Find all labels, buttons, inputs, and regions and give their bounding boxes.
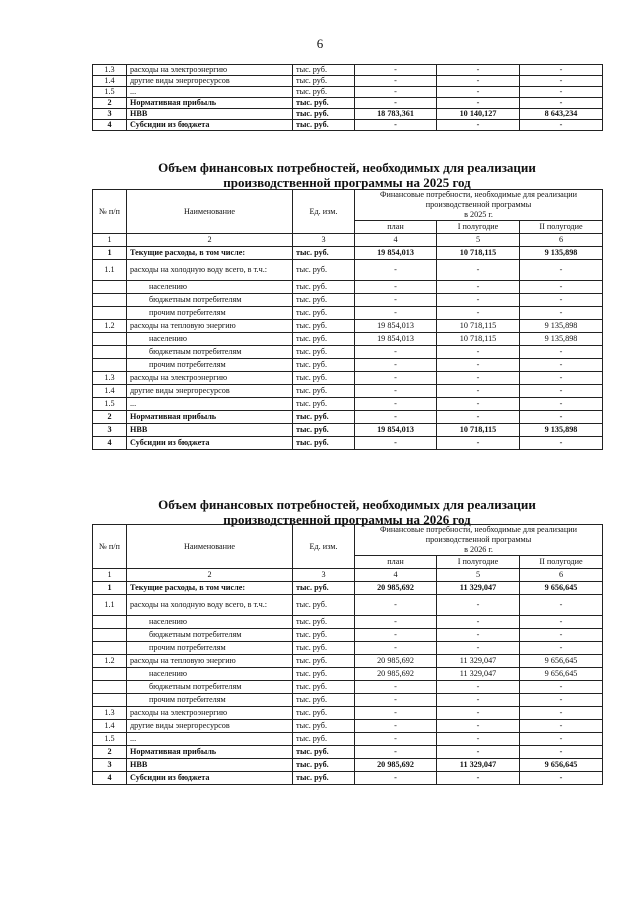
row-number	[93, 642, 127, 655]
row-unit: тыс. руб.	[293, 616, 355, 629]
row-value-h1: 10 718,115	[437, 320, 520, 333]
row-number: 1.3	[93, 372, 127, 385]
col-num: 4	[355, 234, 437, 247]
row-number	[93, 346, 127, 359]
row-unit: тыс. руб.	[293, 582, 355, 595]
col-num: 6	[520, 234, 603, 247]
row-name: расходы на тепловую энергию	[127, 655, 293, 668]
row-name: прочим потребителям	[127, 307, 293, 320]
row-number: 1.5	[93, 87, 127, 98]
table-row	[93, 247, 603, 260]
table-row	[93, 720, 603, 733]
row-value-h1: -	[437, 281, 520, 294]
row-unit: тыс. руб.	[293, 247, 355, 260]
row-unit: тыс. руб.	[293, 642, 355, 655]
row-value-h1: 10 140,127	[437, 109, 520, 120]
row-name: НВВ	[127, 109, 293, 120]
row-value-h2: -	[520, 642, 603, 655]
row-name: ...	[127, 733, 293, 746]
row-value-plan: -	[355, 98, 437, 109]
row-value-h2: 9 656,645	[520, 655, 603, 668]
row-name: расходы на холодную воду всего, в т.ч.:	[127, 595, 293, 616]
row-value-h2: 9 135,898	[520, 247, 603, 260]
row-name: Субсидии из бюджета	[127, 772, 293, 785]
row-value-plan: 19 854,013	[355, 320, 437, 333]
table-row	[93, 668, 603, 681]
row-name: прочим потребителям	[127, 694, 293, 707]
row-number: 4	[93, 437, 127, 450]
row-number: 1.2	[93, 320, 127, 333]
row-value-plan: -	[355, 437, 437, 450]
row-name: ...	[127, 398, 293, 411]
table-row	[93, 616, 603, 629]
row-number	[93, 294, 127, 307]
row-unit: тыс. руб.	[293, 294, 355, 307]
row-value-h1: -	[437, 260, 520, 281]
row-value-h2: -	[520, 694, 603, 707]
row-value-h2: 9 135,898	[520, 320, 603, 333]
col-num: 3	[293, 569, 355, 582]
row-value-h1: -	[437, 385, 520, 398]
table-2026	[92, 524, 603, 785]
row-value-h2: 8 643,234	[520, 109, 603, 120]
row-value-h2: -	[520, 629, 603, 642]
col-num: 2	[127, 569, 293, 582]
table-row	[93, 333, 603, 346]
row-value-h2: -	[520, 346, 603, 359]
row-value-plan: -	[355, 595, 437, 616]
row-unit: тыс. руб.	[293, 655, 355, 668]
row-number: 1.2	[93, 655, 127, 668]
row-unit: тыс. руб.	[293, 346, 355, 359]
row-unit: тыс. руб.	[293, 424, 355, 437]
table-row	[93, 98, 603, 109]
header-no: № п/п	[93, 525, 127, 569]
row-unit: тыс. руб.	[293, 746, 355, 759]
section-title-2026: Объем финансовых потребностей, необходимых для реализации производственной программы на 2026 год	[158, 497, 536, 527]
row-number: 1.4	[93, 720, 127, 733]
row-value-h2: -	[520, 65, 603, 76]
row-number	[93, 281, 127, 294]
row-name: расходы на холодную воду всего, в т.ч.:	[127, 260, 293, 281]
table-row	[93, 642, 603, 655]
row-name: Нормативная прибыль	[127, 98, 293, 109]
row-name: Субсидии из бюджета	[127, 120, 293, 131]
page-number: 6	[316, 36, 324, 51]
row-value-h2: -	[520, 260, 603, 281]
row-name: населению	[127, 616, 293, 629]
row-number: 1.4	[93, 76, 127, 87]
section-title-2025: Объем финансовых потребностей, необходимых для реализации производственной программы на 2025 год	[158, 160, 536, 190]
row-value-plan: -	[355, 65, 437, 76]
row-value-h1: -	[437, 733, 520, 746]
row-value-h2: -	[520, 437, 603, 450]
table-row	[93, 294, 603, 307]
row-name: другие виды энергоресурсов	[127, 76, 293, 87]
row-unit: тыс. руб.	[293, 385, 355, 398]
row-value-h1: 10 718,115	[437, 424, 520, 437]
row-name: населению	[127, 668, 293, 681]
row-number: 1.5	[93, 398, 127, 411]
row-value-plan: -	[355, 681, 437, 694]
table-row	[93, 655, 603, 668]
row-number: 2	[93, 411, 127, 424]
row-value-h2: -	[520, 411, 603, 424]
row-value-h1: -	[437, 87, 520, 98]
row-value-plan: -	[355, 76, 437, 87]
table-row	[93, 307, 603, 320]
row-value-h1: 10 718,115	[437, 333, 520, 346]
col-num: 2	[127, 234, 293, 247]
row-value-h2: -	[520, 681, 603, 694]
row-name: бюджетным потребителям	[127, 681, 293, 694]
row-value-h2: -	[520, 398, 603, 411]
row-value-plan: -	[355, 733, 437, 746]
row-value-plan: 20 985,692	[355, 759, 437, 772]
row-value-h1: -	[437, 746, 520, 759]
row-unit: тыс. руб.	[293, 411, 355, 424]
table-row	[93, 681, 603, 694]
table-row	[93, 772, 603, 785]
row-value-h1: -	[437, 76, 520, 87]
row-value-h1: -	[437, 346, 520, 359]
header-name: Наименование	[127, 190, 293, 234]
row-name: населению	[127, 333, 293, 346]
table-row	[93, 87, 603, 98]
row-value-h1: -	[437, 707, 520, 720]
row-name: Субсидии из бюджета	[127, 437, 293, 450]
row-value-h1: 11 329,047	[437, 582, 520, 595]
table-row	[93, 65, 603, 76]
row-number	[93, 307, 127, 320]
row-value-plan: -	[355, 398, 437, 411]
row-value-h2: 9 656,645	[520, 582, 603, 595]
header-h1: I полугодие	[437, 221, 520, 234]
row-unit: тыс. руб.	[293, 307, 355, 320]
row-value-h1: 11 329,047	[437, 759, 520, 772]
row-value-h2: -	[520, 359, 603, 372]
row-unit: тыс. руб.	[293, 694, 355, 707]
col-num: 4	[355, 569, 437, 582]
header-h1: I полугодие	[437, 556, 520, 569]
row-name: бюджетным потребителям	[127, 294, 293, 307]
table-row	[93, 320, 603, 333]
row-number: 3	[93, 424, 127, 437]
row-unit: тыс. руб.	[293, 759, 355, 772]
row-value-h1: -	[437, 398, 520, 411]
table-row	[93, 582, 603, 595]
row-number: 2	[93, 98, 127, 109]
row-value-h2: -	[520, 87, 603, 98]
row-value-h1: -	[437, 437, 520, 450]
table-row	[93, 759, 603, 772]
row-value-plan: 20 985,692	[355, 655, 437, 668]
row-number: 1	[93, 582, 127, 595]
row-value-h1: -	[437, 694, 520, 707]
row-unit: тыс. руб.	[293, 733, 355, 746]
table-row	[93, 76, 603, 87]
row-name: НВВ	[127, 424, 293, 437]
row-name: расходы на электроэнергию	[127, 65, 293, 76]
row-value-h1: -	[437, 411, 520, 424]
row-number: 1.4	[93, 385, 127, 398]
row-number: 1.1	[93, 260, 127, 281]
row-name: Нормативная прибыль	[127, 411, 293, 424]
row-unit: тыс. руб.	[293, 76, 355, 87]
row-value-h2: -	[520, 616, 603, 629]
col-num: 1	[93, 569, 127, 582]
row-name: расходы на электроэнергию	[127, 707, 293, 720]
row-unit: тыс. руб.	[293, 65, 355, 76]
row-value-h1: -	[437, 629, 520, 642]
row-value-h2: -	[520, 120, 603, 131]
row-value-plan: -	[355, 411, 437, 424]
row-number: 3	[93, 109, 127, 120]
row-value-h2: 9 135,898	[520, 424, 603, 437]
row-value-h2: -	[520, 372, 603, 385]
header-fin: Финансовые потребности, необходимые для реализации производственной программы в 2026 г.	[355, 525, 603, 556]
table-row	[93, 424, 603, 437]
row-value-plan: -	[355, 616, 437, 629]
row-number	[93, 359, 127, 372]
table-row	[93, 694, 603, 707]
row-unit: тыс. руб.	[293, 595, 355, 616]
row-value-h1: -	[437, 595, 520, 616]
row-value-h1: -	[437, 642, 520, 655]
row-value-h1: -	[437, 98, 520, 109]
col-num: 3	[293, 234, 355, 247]
table-row	[93, 281, 603, 294]
row-value-plan: -	[355, 372, 437, 385]
table-row	[93, 260, 603, 281]
col-num: 1	[93, 234, 127, 247]
row-value-h2: -	[520, 746, 603, 759]
row-value-h1: -	[437, 359, 520, 372]
row-value-h1: -	[437, 307, 520, 320]
row-name: бюджетным потребителям	[127, 346, 293, 359]
row-value-plan: 19 854,013	[355, 333, 437, 346]
table-row	[93, 733, 603, 746]
row-unit: тыс. руб.	[293, 109, 355, 120]
row-unit: тыс. руб.	[293, 281, 355, 294]
row-name: Текущие расходы, в том числе:	[127, 582, 293, 595]
row-value-h2: 9 656,645	[520, 759, 603, 772]
row-value-h2: -	[520, 281, 603, 294]
row-number	[93, 616, 127, 629]
row-number: 2	[93, 746, 127, 759]
row-value-plan: -	[355, 707, 437, 720]
row-value-h1: -	[437, 772, 520, 785]
row-value-plan: -	[355, 120, 437, 131]
row-name: НВВ	[127, 759, 293, 772]
row-value-plan: -	[355, 642, 437, 655]
row-number: 4	[93, 772, 127, 785]
row-number	[93, 668, 127, 681]
continued-table	[92, 64, 603, 131]
row-value-h2: -	[520, 733, 603, 746]
header-name: Наименование	[127, 525, 293, 569]
row-value-plan: 18 783,361	[355, 109, 437, 120]
row-name: населению	[127, 281, 293, 294]
table-row	[93, 120, 603, 131]
row-value-h2: -	[520, 707, 603, 720]
row-value-plan: -	[355, 629, 437, 642]
col-num: 5	[437, 234, 520, 247]
row-value-h1: -	[437, 616, 520, 629]
row-value-plan: -	[355, 720, 437, 733]
row-number: 1.3	[93, 65, 127, 76]
row-number: 3	[93, 759, 127, 772]
row-unit: тыс. руб.	[293, 629, 355, 642]
row-name: Нормативная прибыль	[127, 746, 293, 759]
row-value-h1: -	[437, 294, 520, 307]
row-unit: тыс. руб.	[293, 707, 355, 720]
row-value-plan: 19 854,013	[355, 247, 437, 260]
row-value-plan: -	[355, 359, 437, 372]
row-number	[93, 629, 127, 642]
col-num: 5	[437, 569, 520, 582]
row-name: бюджетным потребителям	[127, 629, 293, 642]
row-value-plan: -	[355, 346, 437, 359]
header-h2: II полугодие	[520, 221, 603, 234]
row-number	[93, 333, 127, 346]
row-value-plan: 20 985,692	[355, 582, 437, 595]
row-number: 1.3	[93, 707, 127, 720]
row-value-h1: -	[437, 120, 520, 131]
header-no: № п/п	[93, 190, 127, 234]
row-unit: тыс. руб.	[293, 98, 355, 109]
row-value-h1: 11 329,047	[437, 668, 520, 681]
row-value-plan: 19 854,013	[355, 424, 437, 437]
row-number: 1	[93, 247, 127, 260]
header-plan: план	[355, 221, 437, 234]
row-value-h1: -	[437, 681, 520, 694]
row-value-plan: -	[355, 260, 437, 281]
table-row	[93, 385, 603, 398]
row-value-h2: -	[520, 595, 603, 616]
row-value-h2: -	[520, 307, 603, 320]
table-row	[93, 411, 603, 424]
row-value-h1: -	[437, 65, 520, 76]
row-unit: тыс. руб.	[293, 668, 355, 681]
row-value-h1: -	[437, 372, 520, 385]
header-h2: II полугодие	[520, 556, 603, 569]
row-unit: тыс. руб.	[293, 772, 355, 785]
table-row	[93, 372, 603, 385]
row-value-h2: 9 656,645	[520, 668, 603, 681]
row-value-h2: 9 135,898	[520, 333, 603, 346]
table-row	[93, 346, 603, 359]
row-unit: тыс. руб.	[293, 87, 355, 98]
table-row	[93, 595, 603, 616]
row-unit: тыс. руб.	[293, 333, 355, 346]
row-value-h2: -	[520, 772, 603, 785]
row-unit: тыс. руб.	[293, 320, 355, 333]
table-row	[93, 109, 603, 120]
row-value-plan: -	[355, 385, 437, 398]
row-unit: тыс. руб.	[293, 260, 355, 281]
row-value-h1: 10 718,115	[437, 247, 520, 260]
row-value-plan: -	[355, 281, 437, 294]
header-fin: Финансовые потребности, необходимые для реализации производственной программы в 2025 г.	[355, 190, 603, 221]
row-value-h2: -	[520, 294, 603, 307]
header-unit: Ед. изм.	[293, 525, 355, 569]
row-number: 1.5	[93, 733, 127, 746]
header-plan: план	[355, 556, 437, 569]
row-name: ...	[127, 87, 293, 98]
row-value-plan: -	[355, 307, 437, 320]
row-name: другие виды энергоресурсов	[127, 720, 293, 733]
table-row	[93, 359, 603, 372]
row-unit: тыс. руб.	[293, 720, 355, 733]
row-value-h2: -	[520, 385, 603, 398]
row-number: 4	[93, 120, 127, 131]
row-unit: тыс. руб.	[293, 359, 355, 372]
col-num: 6	[520, 569, 603, 582]
row-number	[93, 681, 127, 694]
row-value-plan: -	[355, 294, 437, 307]
row-value-plan: -	[355, 746, 437, 759]
table-2025	[92, 189, 603, 450]
row-name: прочим потребителям	[127, 359, 293, 372]
table-row	[93, 707, 603, 720]
row-number	[93, 694, 127, 707]
row-name: расходы на электроэнергию	[127, 372, 293, 385]
row-value-plan: -	[355, 772, 437, 785]
row-unit: тыс. руб.	[293, 398, 355, 411]
row-value-h2: -	[520, 98, 603, 109]
row-value-h1: 11 329,047	[437, 655, 520, 668]
table-row	[93, 398, 603, 411]
table-row	[93, 629, 603, 642]
row-value-plan: 20 985,692	[355, 668, 437, 681]
row-number: 1.1	[93, 595, 127, 616]
table-row	[93, 746, 603, 759]
row-value-h2: -	[520, 720, 603, 733]
table-row	[93, 437, 603, 450]
row-unit: тыс. руб.	[293, 681, 355, 694]
row-value-plan: -	[355, 87, 437, 98]
row-value-plan: -	[355, 694, 437, 707]
row-value-h2: -	[520, 76, 603, 87]
row-value-h1: -	[437, 720, 520, 733]
header-unit: Ед. изм.	[293, 190, 355, 234]
row-name: прочим потребителям	[127, 642, 293, 655]
row-name: Текущие расходы, в том числе:	[127, 247, 293, 260]
row-name: расходы на тепловую энергию	[127, 320, 293, 333]
row-unit: тыс. руб.	[293, 437, 355, 450]
row-name: другие виды энергоресурсов	[127, 385, 293, 398]
row-unit: тыс. руб.	[293, 120, 355, 131]
row-unit: тыс. руб.	[293, 372, 355, 385]
